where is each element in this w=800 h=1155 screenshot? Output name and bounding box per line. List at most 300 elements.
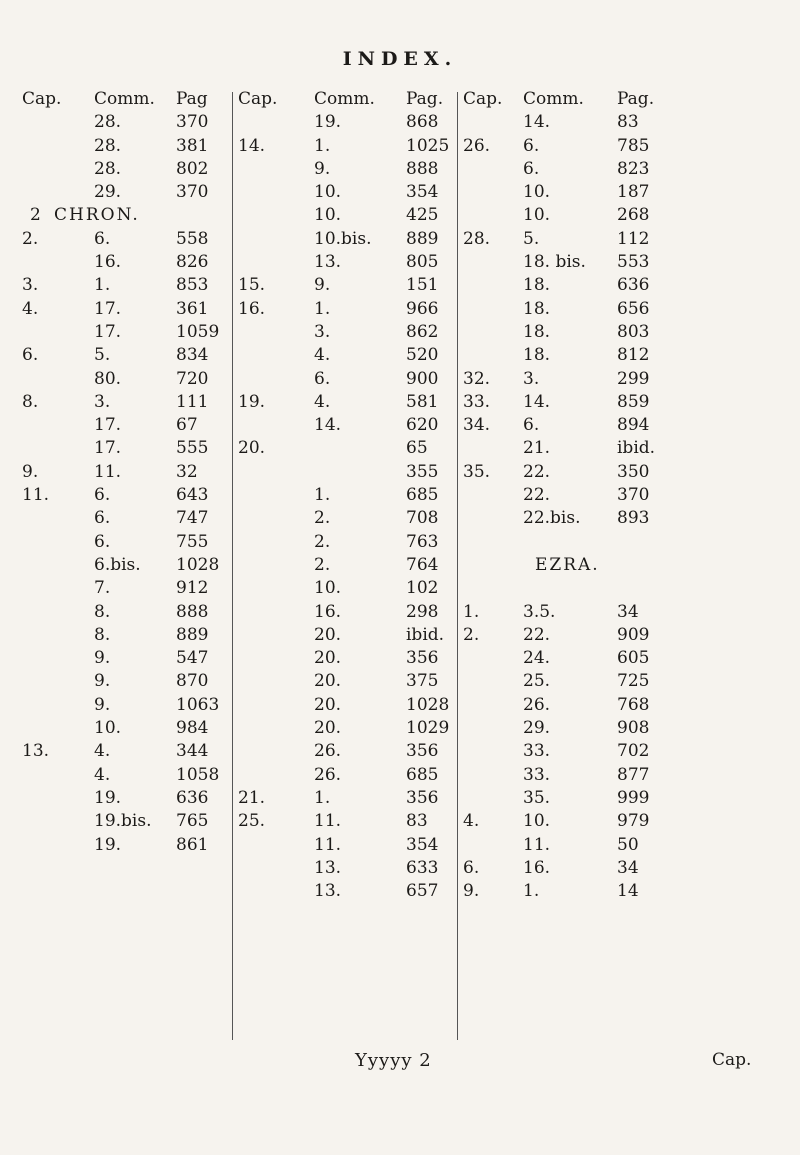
page-number: ibid. bbox=[617, 438, 656, 459]
comment-number: 6.bis. bbox=[94, 554, 141, 575]
comment-number: 11. bbox=[94, 461, 122, 482]
comment-number: 9. bbox=[94, 648, 111, 669]
page-number: 268 bbox=[617, 205, 650, 226]
comment-number: 20. bbox=[314, 624, 342, 645]
comment-number: 28. bbox=[94, 135, 122, 156]
chapter-number: 21. bbox=[238, 787, 266, 808]
page-number: 861 bbox=[176, 834, 209, 855]
comment-number: 6. bbox=[94, 485, 111, 506]
index-row bbox=[22, 391, 232, 414]
comment-number: 19.bis. bbox=[94, 811, 152, 832]
chapter-number: 32. bbox=[463, 368, 491, 389]
page-number: 555 bbox=[176, 438, 209, 459]
index-row bbox=[463, 228, 688, 251]
page-number: 1059 bbox=[176, 321, 220, 342]
page-number: 425 bbox=[406, 205, 439, 226]
page-number: 112 bbox=[617, 228, 650, 249]
page-number: 102 bbox=[406, 578, 439, 599]
comment-number: 25. bbox=[523, 671, 551, 692]
comment-number: 16. bbox=[523, 857, 551, 878]
page-number: 355 bbox=[406, 461, 439, 482]
comment-number: 1. bbox=[94, 275, 111, 296]
index-row bbox=[463, 764, 688, 787]
comment-number: 9. bbox=[314, 158, 331, 179]
index-row bbox=[238, 344, 456, 367]
page-number: 966 bbox=[406, 298, 439, 319]
page-number: 657 bbox=[406, 881, 439, 902]
comment-number: 8. bbox=[94, 624, 111, 645]
column-header bbox=[22, 88, 232, 111]
page-number: 893 bbox=[617, 508, 650, 529]
comment-number: 35. bbox=[523, 787, 551, 808]
page-number: 909 bbox=[617, 624, 650, 645]
page-number: 581 bbox=[406, 391, 439, 412]
page-number: 826 bbox=[176, 252, 209, 273]
comm-header: Comm. bbox=[523, 89, 584, 109]
page-number: 803 bbox=[617, 321, 650, 342]
chapter-number: 20. bbox=[238, 438, 266, 459]
page-number: 868 bbox=[406, 112, 439, 133]
comment-number: 5. bbox=[94, 345, 111, 366]
comment-number: 20. bbox=[314, 694, 342, 715]
comment-number: 26. bbox=[523, 694, 551, 715]
section-title: CHRON. bbox=[54, 205, 140, 226]
page-number: ibid. bbox=[406, 624, 445, 645]
page-number: 34 bbox=[617, 857, 639, 878]
index-row bbox=[463, 321, 688, 344]
page-number: 356 bbox=[406, 741, 439, 762]
page-number: 643 bbox=[176, 485, 209, 506]
chapter-number: 13. bbox=[22, 741, 50, 762]
page-number: 979 bbox=[617, 811, 650, 832]
index-row bbox=[22, 740, 232, 763]
index-row bbox=[238, 274, 456, 297]
page-number: 299 bbox=[617, 368, 650, 389]
page-number: 1063 bbox=[176, 694, 220, 715]
index-row bbox=[463, 135, 688, 158]
comment-number: 20. bbox=[314, 671, 342, 692]
page-number: 805 bbox=[406, 252, 439, 273]
comment-number: 1. bbox=[314, 485, 331, 506]
cap-header: Cap. bbox=[22, 89, 62, 109]
comment-number: 11. bbox=[314, 811, 342, 832]
page-number: 888 bbox=[176, 601, 209, 622]
index-row bbox=[22, 764, 232, 787]
page-number: 834 bbox=[176, 345, 209, 366]
comment-number: 26. bbox=[314, 741, 342, 762]
index-row bbox=[238, 251, 456, 274]
page-number: 889 bbox=[406, 228, 439, 249]
index-row bbox=[22, 484, 232, 507]
index-column-3 bbox=[463, 88, 688, 903]
index-row bbox=[22, 111, 232, 134]
index-row bbox=[463, 158, 688, 181]
comment-number: 4. bbox=[314, 391, 331, 412]
comment-number: 33. bbox=[523, 764, 551, 785]
page-number: 344 bbox=[176, 741, 209, 762]
chapter-number: 2. bbox=[22, 228, 39, 249]
page-number: 765 bbox=[176, 811, 209, 832]
index-row bbox=[463, 834, 688, 857]
comment-number: 10. bbox=[314, 578, 342, 599]
page-number: 785 bbox=[617, 135, 650, 156]
index-row bbox=[463, 298, 688, 321]
index-row bbox=[463, 694, 688, 717]
comment-number: 2. bbox=[314, 508, 331, 529]
page-number: 870 bbox=[176, 671, 209, 692]
comment-number: 6. bbox=[523, 415, 540, 436]
comment-number: 10. bbox=[94, 718, 122, 739]
chapter-number: 11. bbox=[22, 485, 50, 506]
index-row bbox=[22, 647, 232, 670]
chapter-number: 2. bbox=[463, 624, 480, 645]
page-number: 111 bbox=[176, 391, 209, 412]
comment-number: 24. bbox=[523, 648, 551, 669]
index-row bbox=[22, 787, 232, 810]
chapter-number: 6. bbox=[22, 345, 39, 366]
index-row bbox=[22, 601, 232, 624]
comment-number: 3.5. bbox=[523, 601, 556, 622]
index-row bbox=[22, 507, 232, 530]
page-number: 187 bbox=[617, 182, 650, 203]
index-row bbox=[238, 647, 456, 670]
index-column-2 bbox=[238, 88, 456, 903]
index-row bbox=[238, 601, 456, 624]
index-row bbox=[463, 577, 688, 600]
chapter-number: 9. bbox=[22, 461, 39, 482]
comm-header: Comm. bbox=[314, 89, 375, 109]
page-number: 764 bbox=[406, 554, 439, 575]
page-number: 747 bbox=[176, 508, 209, 529]
index-row bbox=[238, 740, 456, 763]
page-number: 67 bbox=[176, 415, 198, 436]
index-row bbox=[463, 344, 688, 367]
pag-header: Pag. bbox=[406, 89, 444, 109]
index-row bbox=[22, 321, 232, 344]
page-number: 354 bbox=[406, 182, 439, 203]
index-row bbox=[238, 391, 456, 414]
index-row bbox=[463, 181, 688, 204]
index-row bbox=[22, 694, 232, 717]
page-title: INDEX. bbox=[342, 48, 458, 70]
index-row bbox=[463, 111, 688, 134]
index-row bbox=[22, 251, 232, 274]
page-number: 370 bbox=[617, 485, 650, 506]
comment-number: 3. bbox=[94, 391, 111, 412]
page-number: 768 bbox=[617, 694, 650, 715]
index-row bbox=[463, 414, 688, 437]
index-row bbox=[463, 204, 688, 227]
page-number: 725 bbox=[617, 671, 650, 692]
comment-number: 10.bis. bbox=[314, 228, 372, 249]
comment-number: 3. bbox=[314, 321, 331, 342]
comment-number: 28. bbox=[94, 158, 122, 179]
cap-header: Cap. bbox=[238, 89, 278, 109]
index-row bbox=[22, 344, 232, 367]
index-row bbox=[463, 437, 688, 460]
page-number: 50 bbox=[617, 834, 639, 855]
comment-number: 1. bbox=[314, 135, 331, 156]
index-row bbox=[463, 857, 688, 880]
page-number: 877 bbox=[617, 764, 650, 785]
index-row bbox=[238, 484, 456, 507]
page-number: 908 bbox=[617, 718, 650, 739]
chapter-number: 16. bbox=[238, 298, 266, 319]
index-row bbox=[22, 368, 232, 391]
page-number: 633 bbox=[406, 857, 439, 878]
page-number: 853 bbox=[176, 275, 209, 296]
index-row bbox=[238, 880, 456, 903]
page-number: 620 bbox=[406, 415, 439, 436]
index-row bbox=[238, 181, 456, 204]
chapter-number: 26. bbox=[463, 135, 491, 156]
index-row bbox=[238, 554, 456, 577]
page-number: 636 bbox=[176, 787, 209, 808]
comment-number: 9. bbox=[314, 275, 331, 296]
comment-number: 17. bbox=[94, 438, 122, 459]
index-row bbox=[238, 111, 456, 134]
comment-number: 18. bbox=[523, 321, 551, 342]
comment-number: 2. bbox=[314, 531, 331, 552]
page-number: 984 bbox=[176, 718, 209, 739]
index-row bbox=[238, 321, 456, 344]
index-row bbox=[22, 158, 232, 181]
comment-number: 10. bbox=[314, 182, 342, 203]
comment-number: 28. bbox=[94, 112, 122, 133]
chapter-number: 15. bbox=[238, 275, 266, 296]
page-number: 859 bbox=[617, 391, 650, 412]
index-row bbox=[22, 181, 232, 204]
chapter-number: 28. bbox=[463, 228, 491, 249]
comment-number: 20. bbox=[314, 648, 342, 669]
page-number: 375 bbox=[406, 671, 439, 692]
index-row bbox=[238, 834, 456, 857]
comment-number: 1. bbox=[314, 787, 331, 808]
page-number: 763 bbox=[406, 531, 439, 552]
page-number: 802 bbox=[176, 158, 209, 179]
page-number: 520 bbox=[406, 345, 439, 366]
page-number: 900 bbox=[406, 368, 439, 389]
index-row bbox=[22, 834, 232, 857]
page-number: 708 bbox=[406, 508, 439, 529]
index-row bbox=[238, 507, 456, 530]
index-row bbox=[463, 484, 688, 507]
index-row bbox=[463, 531, 688, 554]
chapter-number: 1. bbox=[463, 601, 480, 622]
index-row bbox=[22, 810, 232, 833]
page-number: 547 bbox=[176, 648, 209, 669]
section-number: 2 bbox=[30, 205, 41, 226]
index-row bbox=[22, 461, 232, 484]
comment-number: 6. bbox=[94, 508, 111, 529]
page-number: 1028 bbox=[176, 554, 220, 575]
comment-number: 6. bbox=[314, 368, 331, 389]
index-row bbox=[22, 577, 232, 600]
index-row bbox=[463, 368, 688, 391]
comment-number: 14. bbox=[523, 112, 551, 133]
comment-number: 19. bbox=[94, 834, 122, 855]
column-header bbox=[238, 88, 456, 111]
index-row bbox=[238, 531, 456, 554]
page-number: 812 bbox=[617, 345, 650, 366]
comment-number: 1. bbox=[314, 298, 331, 319]
comment-number: 17. bbox=[94, 298, 122, 319]
comment-number: 18. bbox=[523, 275, 551, 296]
page-number: 370 bbox=[176, 182, 209, 203]
index-row bbox=[463, 810, 688, 833]
index-row bbox=[463, 670, 688, 693]
page-number: 1058 bbox=[176, 764, 220, 785]
index-row bbox=[463, 391, 688, 414]
column-header bbox=[463, 88, 688, 111]
cap-header: Cap. bbox=[463, 89, 503, 109]
comment-number: 21. bbox=[523, 438, 551, 459]
comment-number: 29. bbox=[523, 718, 551, 739]
pag-header: Pag. bbox=[617, 89, 655, 109]
index-row bbox=[22, 414, 232, 437]
page-number: 558 bbox=[176, 228, 209, 249]
book-section-heading bbox=[463, 554, 688, 577]
comment-number: 6. bbox=[523, 135, 540, 156]
page-number: 370 bbox=[176, 112, 209, 133]
page-number: 999 bbox=[617, 787, 650, 808]
comment-number: 17. bbox=[94, 415, 122, 436]
page-number: 685 bbox=[406, 764, 439, 785]
comment-number: 13. bbox=[314, 857, 342, 878]
page-number: 34 bbox=[617, 601, 639, 622]
index-row bbox=[238, 764, 456, 787]
index-row bbox=[22, 670, 232, 693]
index-row bbox=[463, 880, 688, 903]
comment-number: 6. bbox=[523, 158, 540, 179]
page-number: 1028 bbox=[406, 694, 450, 715]
index-row bbox=[22, 717, 232, 740]
page-number: 381 bbox=[176, 135, 209, 156]
page-number: 83 bbox=[617, 112, 639, 133]
chapter-number: 6. bbox=[463, 857, 480, 878]
index-row bbox=[22, 437, 232, 460]
index-row bbox=[238, 228, 456, 251]
comment-number: 7. bbox=[94, 578, 111, 599]
index-row bbox=[463, 717, 688, 740]
index-row bbox=[238, 135, 456, 158]
page-number: 889 bbox=[176, 624, 209, 645]
comm-header: Comm. bbox=[94, 89, 155, 109]
comment-number: 8. bbox=[94, 601, 111, 622]
page-number: 685 bbox=[406, 485, 439, 506]
index-row bbox=[22, 228, 232, 251]
comment-number: 9. bbox=[94, 671, 111, 692]
page-number: 605 bbox=[617, 648, 650, 669]
index-row bbox=[22, 531, 232, 554]
comment-number: 16. bbox=[94, 252, 122, 273]
index-row bbox=[463, 461, 688, 484]
chapter-number: 14. bbox=[238, 135, 266, 156]
page-number: 862 bbox=[406, 321, 439, 342]
index-row bbox=[238, 624, 456, 647]
index-row bbox=[22, 135, 232, 158]
comment-number: 29. bbox=[94, 182, 122, 203]
index-column-1 bbox=[22, 88, 232, 857]
index-row bbox=[463, 624, 688, 647]
page-number: 1029 bbox=[406, 718, 450, 739]
comment-number: 9. bbox=[94, 694, 111, 715]
comment-number: 11. bbox=[523, 834, 551, 855]
comment-number: 10. bbox=[523, 182, 551, 203]
comment-number: 10. bbox=[314, 205, 342, 226]
chapter-number: 25. bbox=[238, 811, 266, 832]
comment-number: 13. bbox=[314, 252, 342, 273]
index-row bbox=[238, 204, 456, 227]
index-row bbox=[238, 717, 456, 740]
signature-mark: Yyyyy 2 bbox=[355, 1050, 432, 1071]
comment-number: 10. bbox=[523, 811, 551, 832]
index-row bbox=[238, 158, 456, 181]
chapter-number: 9. bbox=[463, 881, 480, 902]
comment-number: 20. bbox=[314, 718, 342, 739]
index-row bbox=[22, 298, 232, 321]
column-rule-left bbox=[232, 92, 233, 1040]
comment-number: 4. bbox=[94, 764, 111, 785]
index-row bbox=[463, 601, 688, 624]
chapter-number: 34. bbox=[463, 415, 491, 436]
page-number: 356 bbox=[406, 787, 439, 808]
comment-number: 6. bbox=[94, 531, 111, 552]
comment-number: 22. bbox=[523, 624, 551, 645]
index-row bbox=[463, 740, 688, 763]
index-row bbox=[238, 670, 456, 693]
index-row bbox=[238, 857, 456, 880]
comment-number: 22. bbox=[523, 461, 551, 482]
comment-number: 14. bbox=[523, 391, 551, 412]
comment-number: 3. bbox=[523, 368, 540, 389]
index-row bbox=[238, 437, 456, 460]
page-number: 656 bbox=[617, 298, 650, 319]
comment-number: 6. bbox=[94, 228, 111, 249]
index-row bbox=[463, 274, 688, 297]
page-number: 894 bbox=[617, 415, 650, 436]
index-row bbox=[238, 787, 456, 810]
page-number: 354 bbox=[406, 834, 439, 855]
page-number: 888 bbox=[406, 158, 439, 179]
comment-number: 18. bbox=[523, 298, 551, 319]
chapter-number: 4. bbox=[463, 811, 480, 832]
comment-number: 4. bbox=[314, 345, 331, 366]
page-number: 83 bbox=[406, 811, 428, 832]
index-row bbox=[463, 787, 688, 810]
page-number: 720 bbox=[176, 368, 209, 389]
comment-number: 19. bbox=[94, 787, 122, 808]
page-number: 350 bbox=[617, 461, 650, 482]
index-row bbox=[238, 810, 456, 833]
chapter-number: 8. bbox=[22, 391, 39, 412]
book-section-heading bbox=[22, 204, 232, 227]
index-row bbox=[238, 298, 456, 321]
index-row bbox=[22, 274, 232, 297]
page-number: 823 bbox=[617, 158, 650, 179]
index-row bbox=[463, 251, 688, 274]
catchword: Cap. bbox=[712, 1050, 752, 1070]
index-row bbox=[463, 647, 688, 670]
page-number: 65 bbox=[406, 438, 428, 459]
page-number: 361 bbox=[176, 298, 209, 319]
page-number: 702 bbox=[617, 741, 650, 762]
comment-number: 17. bbox=[94, 321, 122, 342]
comment-number: 22.bis. bbox=[523, 508, 581, 529]
chapter-number: 3. bbox=[22, 275, 39, 296]
page-number: 298 bbox=[406, 601, 439, 622]
comment-number: 10. bbox=[523, 205, 551, 226]
